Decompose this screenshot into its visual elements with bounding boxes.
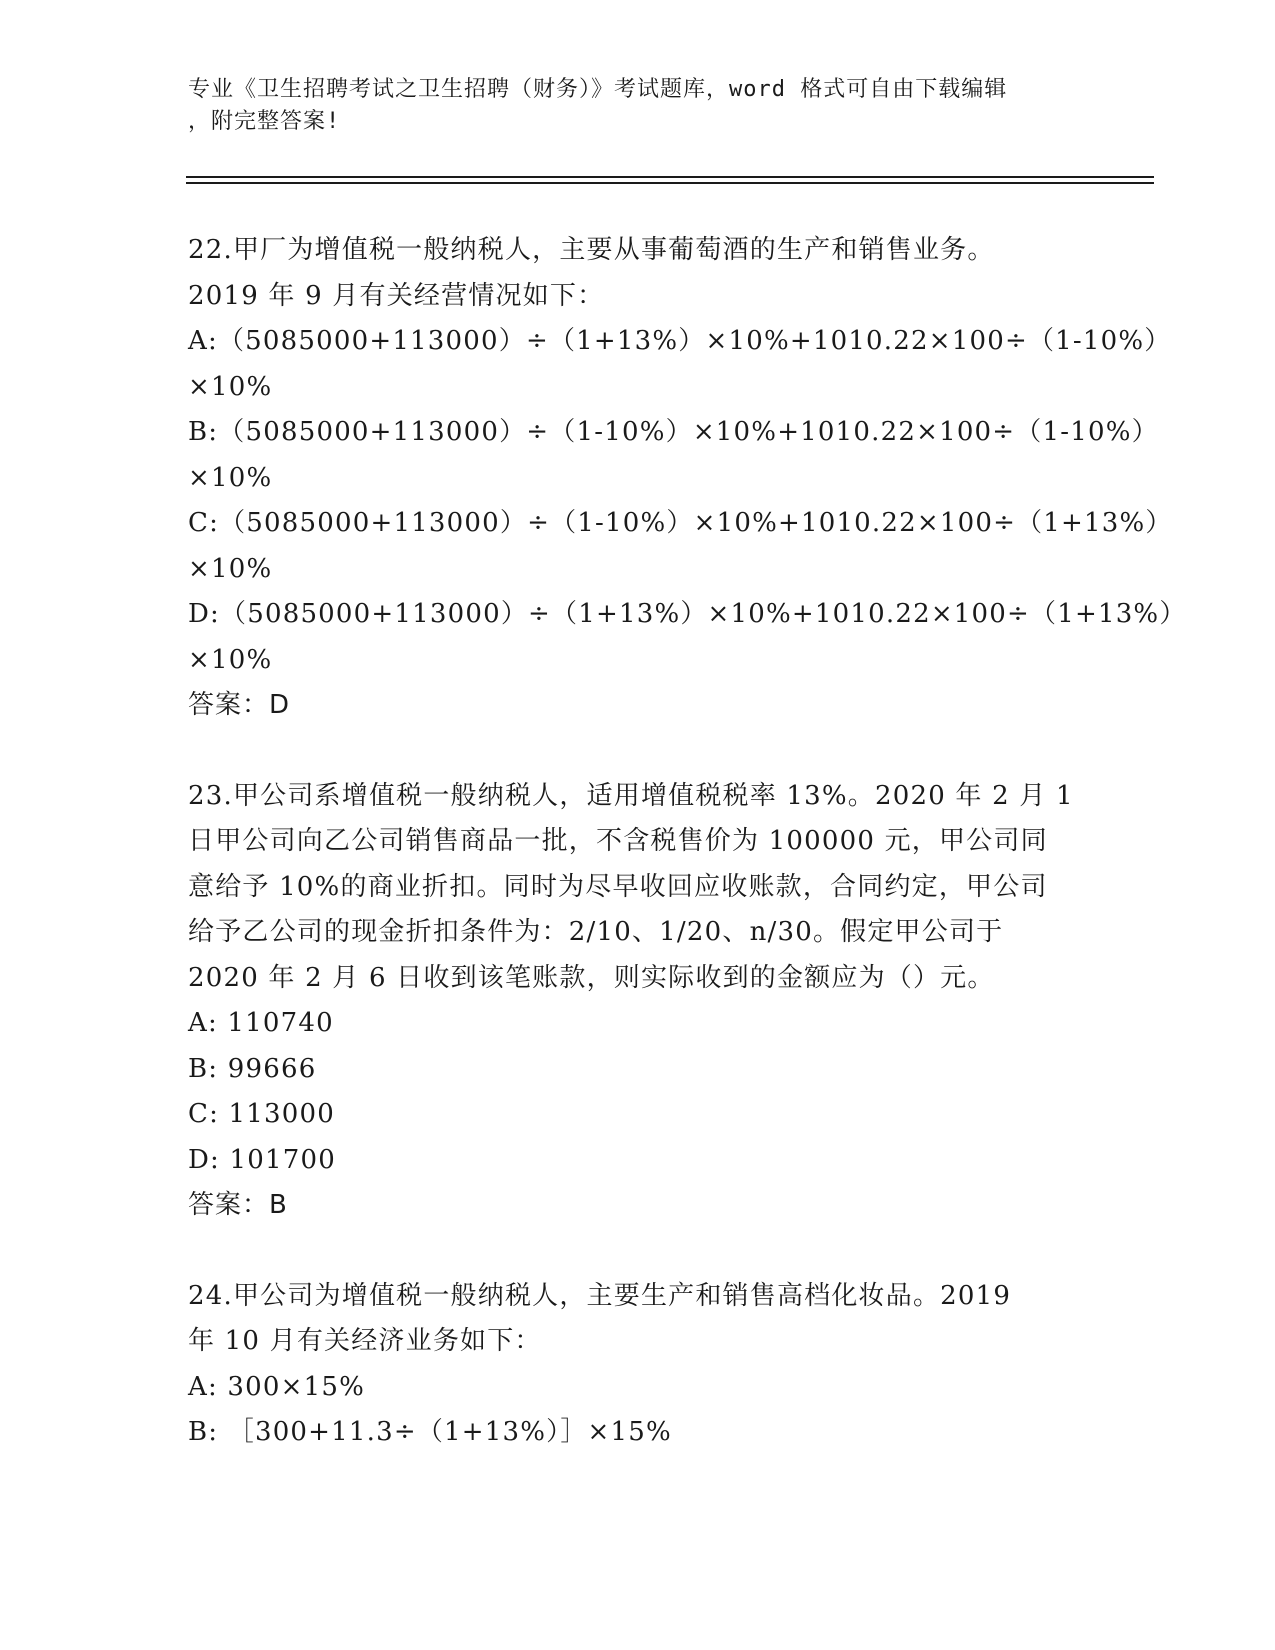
option-label: A:	[188, 1008, 218, 1038]
option-text: （5085000+113000）÷（1+13%）×10%+1010.22×100÷（1-10%）	[217, 326, 1172, 356]
option-b	[188, 410, 1159, 456]
option-label: D:	[188, 599, 221, 629]
question-stem-line: 23.甲公司系增值税一般纳税人，适用增值税税率 13%。2020 年 2 月 1	[188, 780, 1074, 811]
option-text: （5085000+113000）÷（1-10%）×10%+1010.22×100÷（1-10%）	[218, 417, 1159, 447]
option-label: B:	[188, 417, 219, 447]
question-stem-line: 意给予 10%的商业折扣。同时为尽早收回应收账款，合同约定，甲公司	[188, 871, 1048, 902]
option-text: （5085000+113000）÷（1+13%）×10%+1010.22×100÷（1+13%）	[220, 599, 1187, 629]
option-label: B:	[188, 1417, 219, 1447]
header-line-2: ，附完整答案!	[188, 109, 341, 134]
question-stem-line: 22.甲厂为增值税一般纳税人，主要从事葡萄酒的生产和销售业务。	[188, 235, 995, 265]
option-a	[188, 1001, 1088, 1047]
option-a	[188, 1365, 1088, 1411]
option-label: B:	[188, 1053, 219, 1084]
question-stem-line: 2019 年 9 月有关经营情况如下：	[188, 280, 605, 311]
option-text: ［300+11.3÷（1+13%）］×15%	[227, 1417, 672, 1447]
option-continuation: ×10%	[188, 644, 273, 675]
option-text: 99666	[227, 1053, 317, 1084]
option-label: C:	[188, 508, 220, 538]
question-spacer	[188, 729, 1088, 774]
question-23	[188, 774, 1088, 1229]
question-stem-line: 2020 年 2 月 6 日收到该笔账款，则实际收到的金额应为（）元。	[188, 962, 995, 993]
option-label: A:	[188, 1371, 218, 1402]
question-stem-line: 给予乙公司的现金折扣条件为：2/10、1/20、n/30。假定甲公司于	[188, 917, 1004, 947]
question-24	[188, 1274, 1088, 1456]
option-continuation: ×10%	[188, 371, 273, 402]
header-rule-top	[186, 176, 1154, 178]
question-list	[188, 228, 1187, 1456]
option-text: 300×15%	[227, 1371, 366, 1402]
document-header	[188, 74, 1088, 138]
answer-line: 答案：D	[188, 690, 291, 720]
option-continuation: ×10%	[188, 553, 273, 584]
option-c	[188, 501, 1173, 547]
option-label: C:	[188, 1099, 220, 1129]
option-b	[188, 1047, 1088, 1093]
option-label: A:	[188, 326, 218, 356]
option-text: 101700	[229, 1144, 336, 1175]
header-line-1: 专业《卫生招聘考试之卫生招聘（财务）》考试题库，word 格式可自由下载编辑	[188, 77, 1008, 102]
question-stem-line: 24.甲公司为增值税一般纳税人，主要生产和销售高档化妆品。2019	[188, 1280, 1012, 1311]
option-d	[188, 1138, 1088, 1184]
question-stem-line: 日甲公司向乙公司销售商品一批，不含税售价为 100000 元，甲公司同	[188, 826, 1048, 856]
question-22	[188, 228, 1187, 729]
question-stem-line: 年 10 月有关经济业务如下：	[188, 1326, 542, 1356]
header-rule-bottom	[186, 182, 1154, 184]
option-label: D:	[188, 1144, 221, 1175]
answer-line: 答案：B	[188, 1190, 288, 1220]
option-continuation: ×10%	[188, 462, 273, 493]
option-text: （5085000+113000）÷（1-10%）×10%+1010.22×100÷（1+13%）	[219, 508, 1173, 538]
option-a	[188, 319, 1172, 365]
option-d	[188, 592, 1187, 638]
option-text: 110740	[227, 1008, 334, 1038]
option-b	[188, 1410, 1088, 1456]
question-spacer	[188, 1229, 1088, 1274]
option-text: 113000	[228, 1099, 335, 1129]
option-c	[188, 1092, 1088, 1138]
